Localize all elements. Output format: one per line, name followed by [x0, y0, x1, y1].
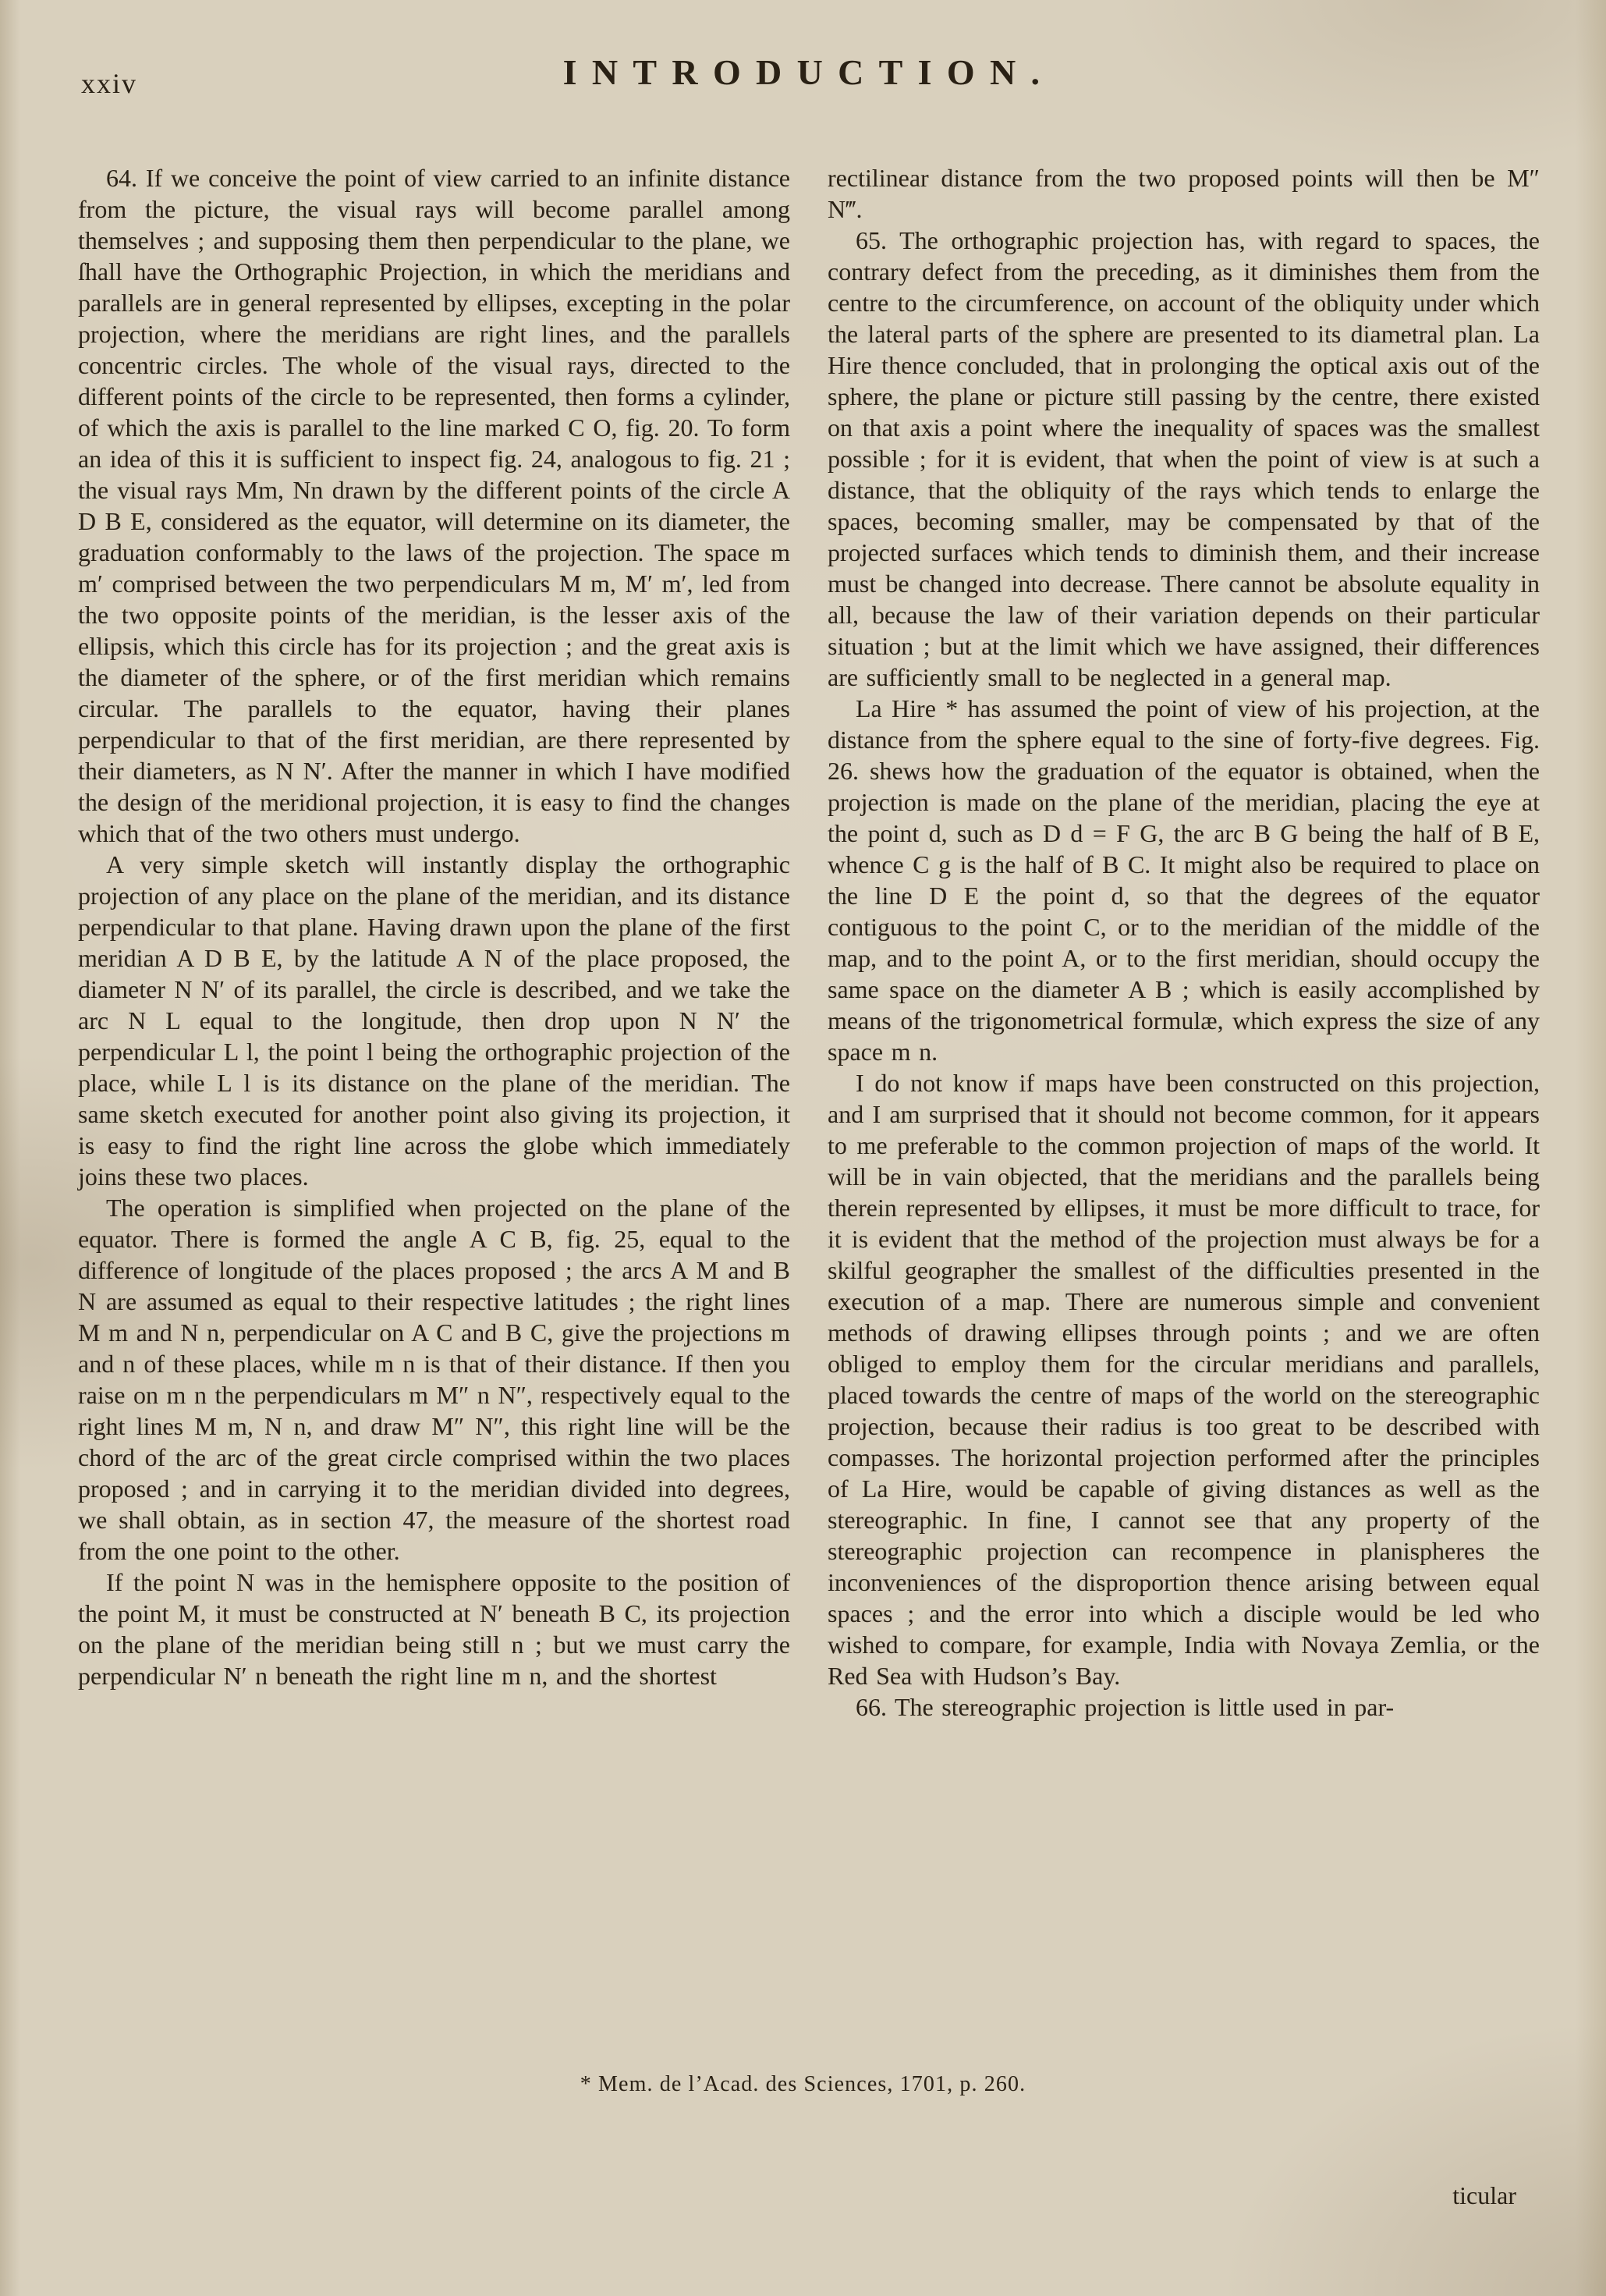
- paragraph: I do not know if maps have been constructed on this projection, and I am surprised that it should not become common, for it appears to me preferable to the common projection of maps of the world. It will be in vain objected, that the meridians and the parallels being therein represented by ellipses, it must be more difficult to trace, for it is evident that the method of the projection must always be for a skilful geographer the smallest of the difficulties presented in the execution of a map. There are numerous simple and convenient methods of drawing ellipses through points ; and we are often obliged to employ them for the circular meridians and parallels, placed towards the centre of maps of the world on the stereographic projection, because their radius is too great to be described with compasses. The horizontal projection performed after the principles of La Hire, would be capable of giving distances as well as the stereographic. In fine, I cannot see that any property of the stereographic projection can recompence in planispheres the inconveniences of the disproportion thence arising between equal spaces ; and the error into which a disciple would be led who wished to compare, for example, India with Novaya Zemlia, or the Red Sea with Hudson’s Bay.: [828, 1069, 1540, 1690]
- footnote: * Mem. de l’Acad. des Sciences, 1701, p. 260.: [580, 2072, 1026, 2096]
- paragraph: 65. The orthographic projection has, with regard to spaces, the contrary defect from the preceding, as it diminishes them from the centre to the circumference, on account of the obliquity under which the lateral parts of the sphere are presented to its diametral plan. La Hire thence concluded, that in prolonging the optical axis out of the sphere, the plane or picture still passing by the centre, there existed on that axis a point where the inequality of spaces was the smallest possible ; for it is evident, that when the point of view is at such a distance, that the obliquity of the rays which tends to enlarge the spaces, becoming smaller, may be compensated by that of the projected surfaces which tends to diminish them, and their increase must be changed into decrease. There cannot be absolute equality in all, because the law of their variation depends on their particular situation ; but at the limit which we have assigned, their differences are sufficiently small to be neglected in a general map.: [828, 226, 1540, 691]
- right-column: [828, 162, 1540, 1723]
- paragraph: A very simple sketch will instantly display the orthographic projection of any place on the plane of the meridian, and its distance perpendicular to that plane. Having drawn upon the plane of the first meridian A D B E, by the latitude A N of the place proposed, the diameter N N′ of its parallel, the circle is described, and we take the arc N L equal to the longitude, then drop upon N N′ the perpendicular L l, the point l being the orthographic projection of the place, while L l is its distance on the plane of the meridian. The same sketch executed for another point also giving its projection, it is easy to find the right line across the globe which immediately joins these two places.: [78, 850, 790, 1191]
- paragraph: 66. The stereographic projection is little used in par-: [856, 1693, 1395, 1721]
- text-columns: [78, 162, 1540, 1723]
- paragraph: If the point N was in the hemisphere opposite to the position of the point M, it must be constructed at N′ beneath B C, its projection on the plane of the meridian being still n ; but we must carry the perpendicular N′ n beneath the right line m n, and the shortest: [78, 1568, 790, 1690]
- paragraph: rectilinear distance from the two proposed points will then be M″ N‴.: [828, 164, 1540, 223]
- catchword: ticular: [1452, 2181, 1516, 2209]
- page-number: xxiv: [81, 68, 138, 99]
- page-header: [78, 45, 1540, 162]
- paragraph: The operation is simplified when projected on the plane of the equator. There is formed the angle A C B, fig. 25, equal to the difference of longitude of the places proposed ; the arcs A M and B N are assumed as equal to their respective latitudes ; the right lines M m and N n, perpendicular on A C and B C, give the projections m and n of these places, while m n is that of their distance. If then you raise on m n the perpendiculars m M″ n N″, respectively equal to the right lines M m, N n, and draw M″ N″, this right line will be the chord of the arc of the great circle comprised within the two places proposed ; and in carrying it to the meridian divided into degrees, we shall obtain, as in section 47, the measure of the shortest road from the one point to the other.: [78, 1194, 791, 1565]
- page-title: INTRODUCTION.: [562, 52, 1055, 92]
- paragraph: 64. If we conceive the point of view carried to an infinite distance from the picture, the visual rays will become parallel among themselves ; and supposing them then perpendicular to the plane, we ſhall have the Orthographic Projection, in which the meridians and parallels are in general represented by ellipses, excepting in the polar projection, where the meridians are right lines, and the parallels concentric circles. The whole of the visual rays, directed to the different points of the circle to be represented, then forms a cylinder, of which the axis is parallel to the line marked C O, fig. 20. To form an idea of this it is sufficient to inspect fig. 24, analogous to fig. 21 ; the visual rays Mm, Nn drawn by the different points of the circle A D B E, considered as the equator, will determine on its diameter, the graduation conformably to the laws of the projection. The space m m′ comprised between the two perpendiculars M m, M′ m′, led from the two opposite points of the meridian, is the lesser axis of the ellipsis, which this circle has for its projection ; and the great axis is the diameter of the sphere, or of the first meridian which remains circular. The parallels to the equator, having their planes perpendicular to that of the first meridian, are there represented by their diameters, as N N′. After the manner in which I have modified the design of the meridional projection, it is easy to find the changes which that of the two others must undergo.: [78, 164, 790, 847]
- paragraph: La Hire * has assumed the point of view of his projection, at the distance from the sphere equal to the sine of forty-five degrees. Fig. 26. shews how the graduation of the equator is obtained, when the projection is made on the plane of the meridian, placing the eye at the point d, such as D d = F G, the arc B G being the half of B E, whence C g is the half of B C. It might also be required to place on the line D E the point d, so that the degrees of the equator contiguous to the point C, or to the meridian of the middle of the map, and to the point A, or to the first meridian, should occupy the same space on the diameter A B ; which is easily accomplished by means of the trigonometrical formulæ, which express the size of any space m n.: [828, 694, 1540, 1066]
- left-column: [78, 162, 790, 1691]
